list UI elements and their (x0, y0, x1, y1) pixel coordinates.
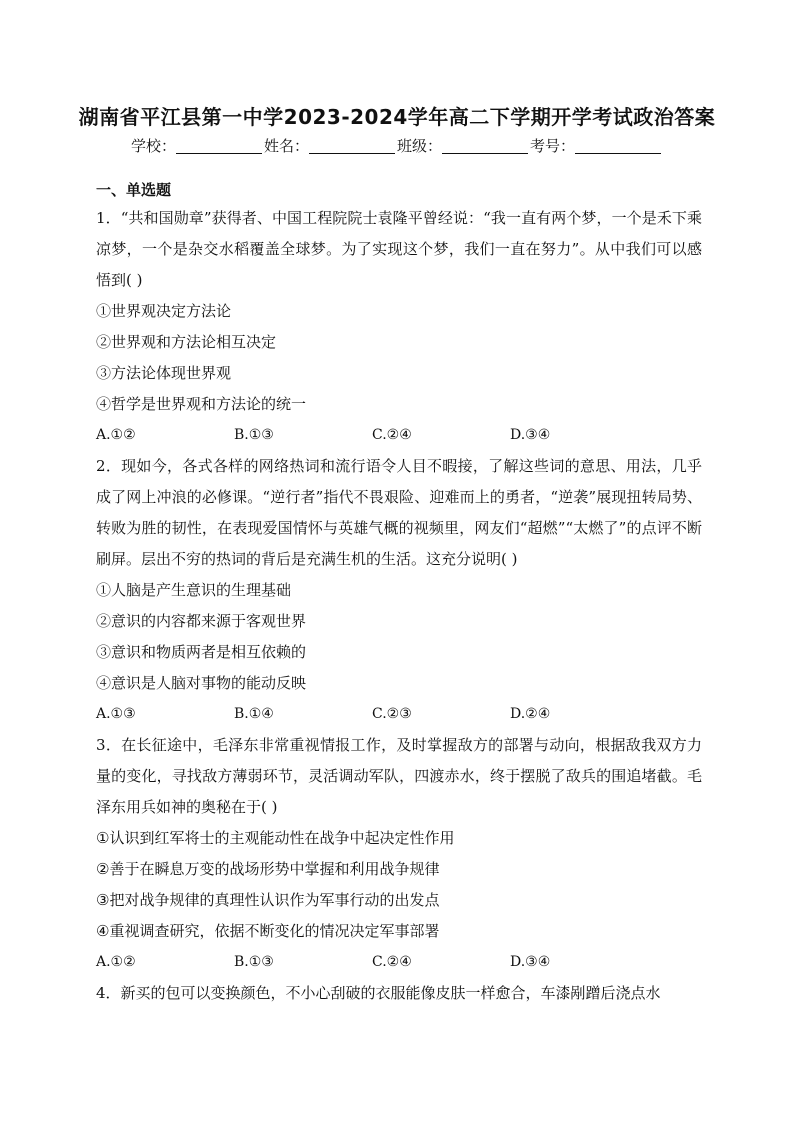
exam-number-label: 考号： (530, 137, 576, 155)
school-label: 学校： (130, 137, 176, 155)
statement-option: ①人脑是产生意识的生理基础 (96, 581, 292, 599)
statement-option: ②善于在瞬息万变的战场形势中掌握和利用战争规律 (96, 860, 440, 878)
name-field (264, 135, 397, 157)
question-stem: 4．新买的包可以变换颜色，不小心刮破的衣服能像皮肤一样愈合，车漆剐蹭后浇点水 (96, 984, 661, 1002)
student-info-line (0, 135, 794, 157)
class-field (397, 135, 530, 157)
class-label: 班级： (397, 137, 443, 155)
section-heading: 一、单选题 (96, 181, 172, 199)
school-blank[interactable] (176, 139, 262, 154)
choice-a[interactable]: A.①③ (96, 706, 136, 722)
document-title: 湖南省平江县第一中学2023-2024学年高二下学期开学考试政治答案 (78, 105, 716, 129)
exam-number-field (530, 135, 663, 157)
statement-option: ①世界观决定方法论 (96, 302, 232, 320)
statement-option: ③意识和物质两者是相互依赖的 (96, 643, 307, 661)
choice-d[interactable]: D.③④ (510, 427, 551, 443)
statement-option: ①认识到红军将士的主观能动性在战争中起决定性作用 (96, 829, 455, 847)
choice-a[interactable]: A.①② (96, 954, 136, 970)
statement-option: ④意识是人脑对事物的能动反映 (96, 674, 307, 692)
question-stem: 2．现如今，各式各样的网络热词和流行语令人目不暇接，了解这些词的意思、用法，几乎成了网上冲浪的必修课。“逆行者”指代不畏艰险、迎难而上的勇者，“逆袭”展现扭转局势、转败为胜的韧性，在表现爱国情怀与英雄气概的视频里，网友们“超燃”“太燃了”的点评不断刷屏。层出不穷的热词的背后是充满生机的生活。这充分说明( ) (96, 457, 702, 568)
answer-choices (96, 699, 702, 730)
choice-c[interactable]: C.②③ (372, 706, 412, 722)
statement-option: ②意识的内容都来源于客观世界 (96, 612, 307, 630)
choice-c[interactable]: C.②④ (372, 427, 412, 443)
statement-option: ③方法论体现世界观 (96, 364, 232, 382)
question-3 (96, 730, 702, 978)
statement-option: ④哲学是世界观和方法论的统一 (96, 395, 307, 413)
choice-a[interactable]: A.①② (96, 427, 136, 443)
choice-b[interactable]: B.①③ (234, 427, 274, 443)
school-field (131, 135, 264, 157)
question-1 (96, 203, 702, 451)
name-blank[interactable] (309, 139, 395, 154)
name-label: 姓名： (263, 137, 309, 155)
question-4 (96, 978, 702, 1009)
question-stem: 1．“共和国勋章”获得者、中国工程院院士袁隆平曾经说：“我一直有两个梦，一个是禾下乘凉梦，一个是杂交水稻覆盖全球梦。为了实现这个梦，我们一直在努力”。从中我们可以感悟到( ) (96, 209, 702, 289)
choice-c[interactable]: C.②④ (372, 954, 412, 970)
answer-choices (96, 420, 702, 451)
class-blank[interactable] (442, 139, 528, 154)
question-2 (96, 451, 702, 730)
answer-choices (96, 947, 702, 978)
statement-option: ②世界观和方法论相互决定 (96, 333, 277, 351)
choice-b[interactable]: B.①③ (234, 954, 274, 970)
question-stem: 3．在长征途中，毛泽东非常重视情报工作，及时掌握敌方的部署与动向，根据敌我双方力量的变化，寻找敌方薄弱环节，灵活调动军队，四渡赤水，终于摆脱了敌兵的围追堵截。毛泽东用兵如神的奥秘在于( ) (96, 736, 702, 816)
statement-option: ④重视调查研究，依据不断变化的情况决定军事部署 (96, 922, 440, 940)
choice-d[interactable]: D.③④ (510, 954, 551, 970)
choice-b[interactable]: B.①④ (234, 706, 274, 722)
exam-number-blank[interactable] (575, 139, 661, 154)
choice-d[interactable]: D.②④ (510, 706, 551, 722)
question-content (96, 178, 702, 1009)
statement-option: ③把对战争规律的真理性认识作为军事行动的出发点 (96, 891, 440, 909)
